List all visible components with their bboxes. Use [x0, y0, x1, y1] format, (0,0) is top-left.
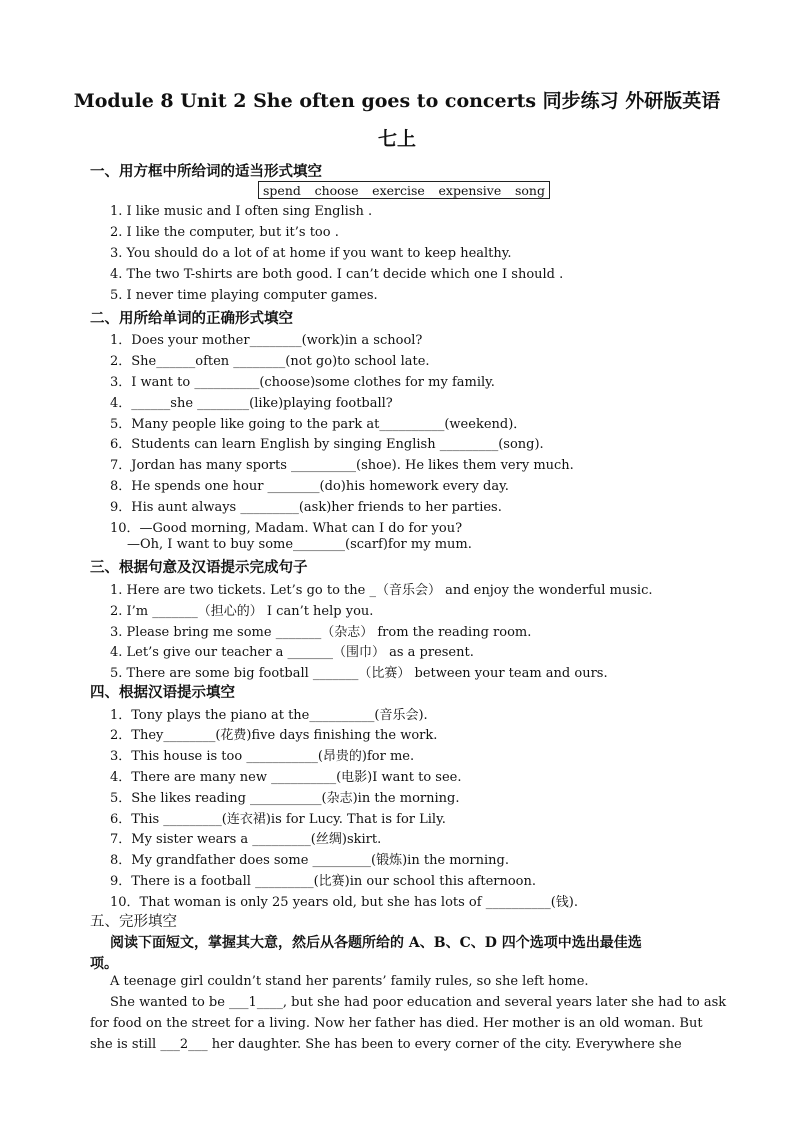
word-box: [258, 181, 550, 199]
exercise-item: 3．I want to __________(choose)some clothes for my family.: [110, 375, 495, 390]
word-box-item: song: [514, 182, 545, 198]
word-box-item: expensive: [438, 182, 502, 198]
exercise-item: 1．Does your mother________(work)in a school?: [110, 333, 423, 348]
exercise-item: 5. There are some big football _______（比赛） between your team and ours.: [110, 666, 608, 681]
exercise-item: 8．He spends one hour ________(do)his homework every day.: [110, 479, 509, 494]
exercise-item: 6．This _________(连衣裙)is for Lucy. That is for Lily.: [110, 812, 446, 827]
exercise-item: 10．That woman is only 25 years old, but she has lots of __________(钱).: [110, 895, 578, 910]
section-3-heading: 三、根据句意及汉语提示完成句子: [90, 559, 308, 576]
exercise-item: 5. I never time playing computer games.: [110, 288, 378, 303]
exercise-item: 3．This house is too ___________(昂贵的)for me.: [110, 749, 415, 764]
passage-line: She wanted to be ___1____, but she had poor education and several years later she had to ask: [110, 995, 727, 1010]
exercise-item: 9．His aunt always _________(ask)her friends to her parties.: [110, 500, 502, 515]
passage-line: A teenage girl couldn’t stand her parents’ family rules, so she left home.: [110, 974, 589, 989]
passage-line: for food on the street for a living. Now her father has died. Her mother is an old woman. But: [90, 1016, 703, 1031]
section-5-heading: 五、完形填空: [90, 914, 177, 930]
exercise-item: 5．She likes reading ___________(杂志)in the morning.: [110, 791, 460, 806]
exercise-item: 5．Many people like going to the park at__________(weekend)．: [110, 417, 527, 432]
exercise-item: 1．Tony plays the piano at the__________(音乐会).: [110, 708, 428, 723]
exercise-item: 6．Students can learn English by singing English _________(song).: [110, 437, 544, 452]
exercise-item: 4．______she ________(like)playing football?: [110, 396, 393, 411]
passage-line: she is still ___2___ her daughter. She has been to every corner of the city. Everywhere she: [90, 1037, 682, 1052]
exercise-item: 10．—Good morning, Madam. What can I do for you?: [110, 521, 463, 536]
exercise-item: 1. I like music and I often sing English .: [110, 204, 373, 219]
exercise-item: 4. The two T-shirts are both good. I can’t decide which one I should .: [110, 267, 564, 282]
exercise-item: 2．She______often ________(not go)to school late.: [110, 354, 430, 369]
word-box-item: choose: [314, 182, 359, 198]
cloze-instruction: 阅读下面短文，掌握其大意，然后从各题所给的 A、B、C、D 四个选项中选出最佳选: [110, 935, 642, 951]
exercise-item: 7．My sister wears a _________(丝绸)skirt.: [110, 832, 382, 847]
exercise-item: 2．They________(花费)five days finishing the work.: [110, 728, 438, 743]
exercise-item: 2. I like the computer, but it’s too .: [110, 225, 339, 240]
exercise-item: 3. You should do a lot of at home if you want to keep healthy.: [110, 246, 512, 261]
exercise-item: 9．There is a football _________(比赛)in our school this afternoon.: [110, 874, 537, 889]
section-2-heading: 二、用所给单词的正确形式填空: [90, 310, 293, 327]
document-title-continued: 七上: [377, 128, 416, 150]
exercise-item: 2. I’m _______（担心的） I can’t help you.: [110, 604, 374, 619]
exercise-item: 1. Here are two tickets. Let’s go to the _（音乐会） and enjoy the wonderful music.: [110, 583, 653, 598]
cloze-instruction-continued: 项。: [90, 956, 118, 972]
section-1-heading: 一、用方框中所给词的适当形式填空: [90, 163, 322, 180]
exercise-item-continued: —Oh, I want to buy some________(scarf)for my mum.: [127, 537, 472, 552]
exercise-item: 7．Jordan has many sports __________(shoe). He likes them very much.: [110, 458, 574, 473]
word-box-item: spend: [263, 182, 301, 198]
document-title: Module 8 Unit 2 She often goes to concerts 同步练习 外研版英语: [73, 90, 721, 112]
exercise-item: 3. Please bring me some _______（杂志） from the reading room.: [110, 625, 532, 640]
exercise-item: 4．There are many new __________(电影)I want to see.: [110, 770, 462, 785]
exercise-item: 4. Let’s give our teacher a _______（围巾） as a present.: [110, 645, 474, 660]
exercise-item: 8．My grandfather does some _________(锻炼)in the morning.: [110, 853, 509, 868]
word-box-item: exercise: [372, 182, 425, 198]
section-4-heading: 四、根据汉语提示填空: [90, 684, 235, 701]
